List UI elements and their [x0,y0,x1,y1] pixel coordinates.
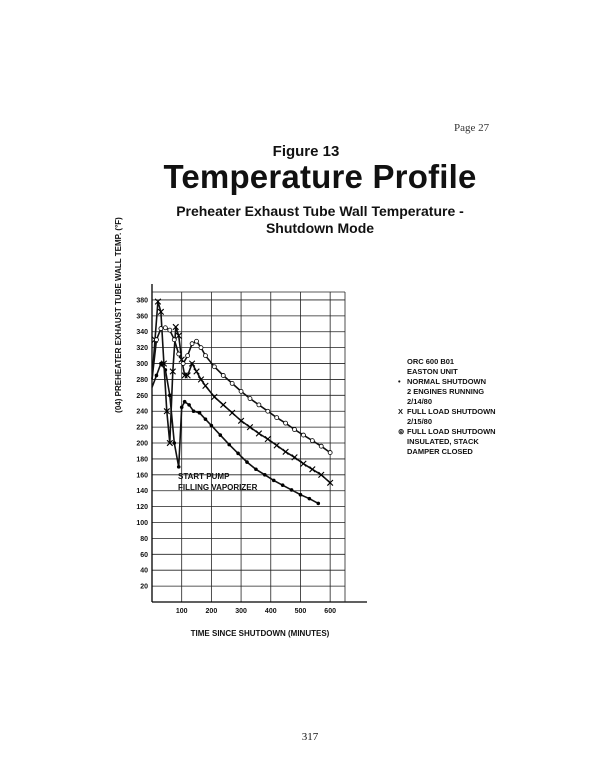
x-tick-label: 100 [175,608,188,615]
point-circle [154,338,158,342]
dot-marker-icon: • [398,377,401,386]
legend-line: INSULATED, STACK [407,437,479,446]
point-circle [212,365,216,369]
legend-entry-full-load-shutdown: X FULL LOAD SHUTDOWN [398,407,496,416]
point-x [203,383,209,389]
series-circle [152,326,332,455]
subtitle-line-1: Preheater Exhaust Tube Wall Temperature - [176,203,464,219]
x-tick-label: 300 [235,608,247,615]
legend-header-2: EASTON UNIT [407,367,458,376]
point-x [274,443,280,449]
point-dot [210,424,214,428]
page-title: Temperature Profile [163,158,477,195]
x-tick-label: 200 [205,608,218,615]
y-tick-label: 100 [136,520,148,528]
point-circle [301,433,305,437]
point-circle [328,451,332,455]
point-dot [192,409,196,413]
point-dot [204,417,208,421]
point-dot [172,441,176,445]
point-dot [236,452,240,456]
y-tick-label: 260 [136,392,148,400]
point-circle [257,403,261,407]
annotation-line-1: START PUMP [178,472,230,481]
y-tick-label: 20 [140,583,148,591]
figure-label: Figure 13 [272,143,340,160]
y-tick-label: 180 [136,456,148,464]
y-tick-label: 320 [136,345,148,353]
subtitle-line-2: Shutdown Mode [265,220,375,236]
circle-marker-icon: ⊚ [398,427,405,436]
point-circle [163,326,167,330]
page-number-top: Page 27 [454,122,490,134]
point-dot [308,497,312,501]
point-dot [281,483,285,487]
legend-line: 2 ENGINES RUNNING [407,387,485,396]
point-circle [239,389,243,393]
y-tick-label: 160 [136,472,148,480]
y-tick-label: 140 [136,488,148,496]
y-tick-label: 120 [136,504,148,512]
point-circle [181,362,185,366]
point-x [194,369,200,375]
y-tick-label: 380 [136,297,148,305]
point-circle [203,354,207,358]
point-circle [190,342,194,346]
point-circle [172,338,176,342]
y-tick-label: 280 [136,376,148,384]
legend-line: DAMPER CLOSED [407,447,473,456]
x-tick-label: 500 [294,608,307,615]
point-x [265,436,271,442]
point-dot [227,443,231,447]
point-dot [155,374,159,378]
y-tick-label: 80 [140,535,148,543]
point-dot [316,502,320,506]
point-circle [199,346,203,350]
point-x [256,431,262,437]
x-tick-label: 600 [324,608,336,615]
y-tick-label: 60 [140,551,148,559]
point-dot [180,405,184,409]
point-circle [266,409,270,413]
y-tick-labels [136,297,148,590]
point-circle [293,428,297,432]
point-x [310,466,316,472]
y-tick-label: 240 [136,408,148,416]
point-circle [230,381,234,385]
point-circle [177,352,181,356]
point-circle [319,444,323,448]
x-tick-labels [176,608,336,615]
x-marker-icon: X [398,407,404,416]
y-axis-label: (04) PREHEATER EXHAUST TUBE WALL TEMP. (°F) [114,217,123,413]
point-dot [272,479,276,483]
point-x [283,449,289,455]
point-x [220,402,226,408]
point-circle [221,373,225,377]
point-circle [310,439,314,443]
chart-annotation [178,471,257,493]
point-dot [183,400,187,404]
y-tick-label: 40 [140,567,148,575]
point-dot [245,460,249,464]
point-circle [195,339,199,343]
point-dot [290,488,294,492]
legend-header-1: ORC 600 B01 [407,357,455,366]
y-tick-label: 200 [136,440,148,448]
annotation-line-2: FILLING VAPORIZER [178,483,258,492]
point-dot [218,433,222,437]
point-dot [263,473,267,477]
chart-legend [398,357,496,457]
y-tick-label: 220 [136,424,148,432]
y-tick-label: 360 [136,313,148,321]
legend-line: 2/15/80 [407,417,433,426]
point-circle [168,328,172,332]
page-number-bottom: 317 [301,731,319,743]
point-dot [198,411,202,415]
point-dot [187,403,191,407]
point-x [301,461,307,467]
legend-entry-normal-shutdown: • NORMAL SHUTDOWN [398,377,487,386]
y-tick-label: 300 [136,361,148,369]
point-circle [159,327,163,331]
legend-entry-insulated-shutdown: ⊚ FULL LOAD SHUTDOWN [398,427,496,436]
point-dot [299,493,303,497]
point-circle [186,354,190,358]
point-circle [248,397,252,401]
point-dot [177,465,181,469]
point-circle [284,421,288,425]
x-tick-label: 400 [264,608,277,615]
point-circle [275,416,279,420]
y-tick-label: 340 [136,329,148,337]
x-axis-label: TIME SINCE SHUTDOWN (MINUTES) [190,629,330,638]
legend-line: 2/14/80 [407,397,433,406]
